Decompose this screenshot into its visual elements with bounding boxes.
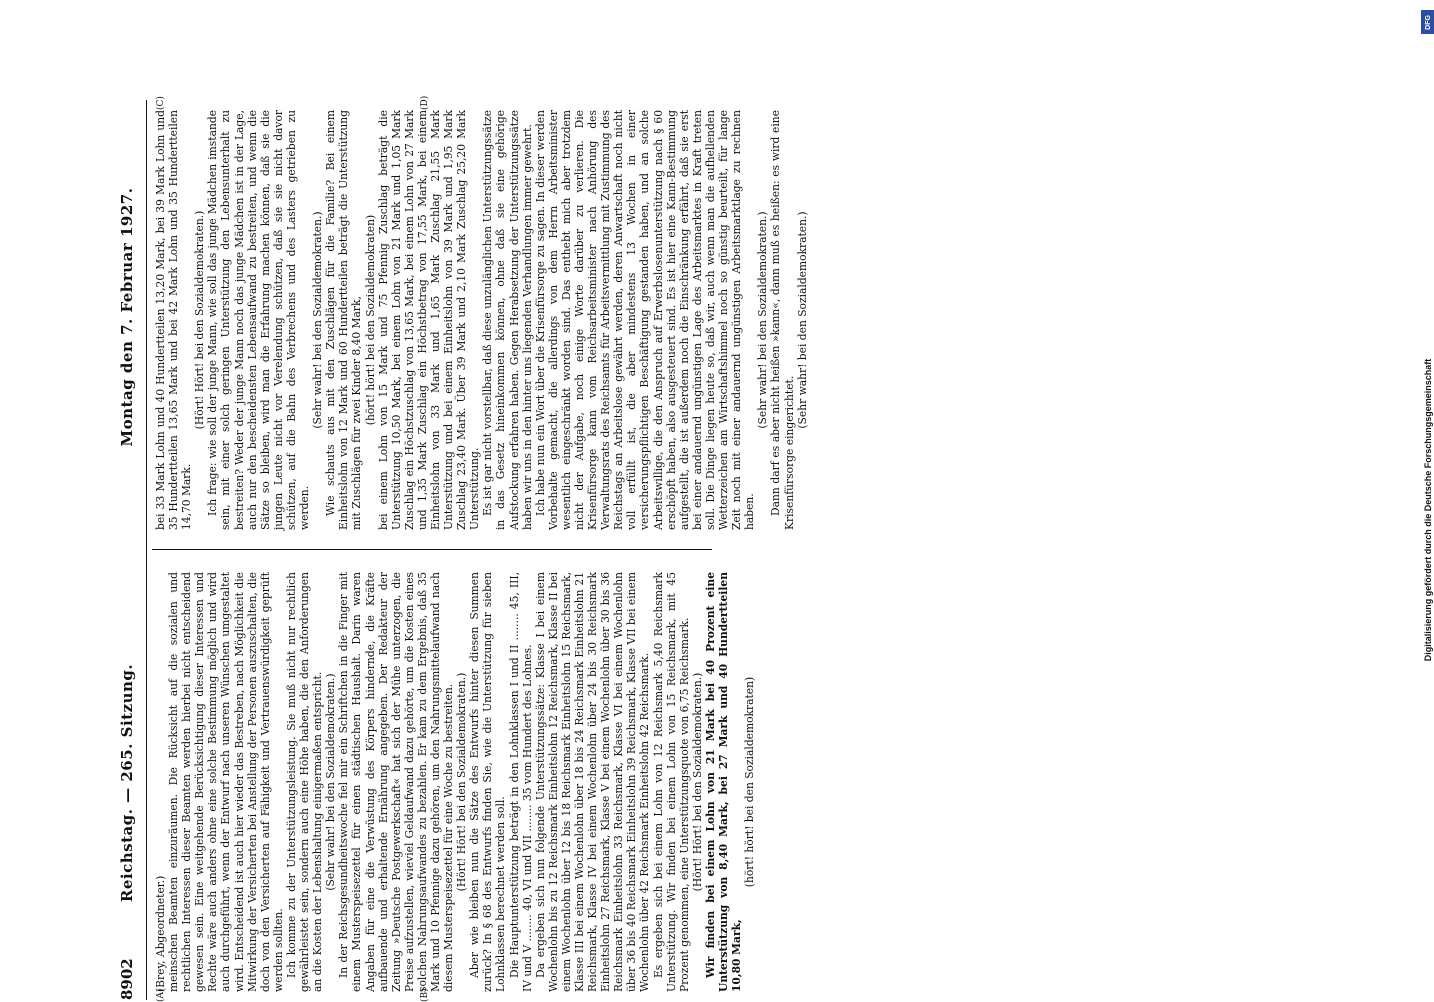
date-line: Montag den 7. Februar 1927. <box>118 187 136 447</box>
left-column-paragraph: (hört! hört! bei den Sozialdemokraten) <box>743 676 757 888</box>
margin-marker-d: (D) <box>420 95 430 110</box>
page-number: 8902 <box>118 958 136 1000</box>
column-divider <box>152 549 712 550</box>
left-column-paragraph: (Hört! Hört! bei den Sozialdemokraten.) <box>455 672 469 892</box>
left-column-paragraph: Die Hauptunterstützung beträgt in den Lohnklassen I und II ........ 45, III, IV und V ........ 40, VI und VII ........ 35 vom Hundert des Lohnes. <box>507 572 534 992</box>
left-text-column <box>154 572 756 992</box>
left-column-paragraph: Ich komme zu der Unterstützungsleistung. Sie muß nicht nur rechtlich gewährleistet sein, sondern auch eine Höhe haben, die den Anforderungen an die Kosten der Lebenshaltung einigermaßen entspricht. <box>284 572 325 992</box>
left-column-paragraph: (Sehr wahr! bei den Sozialdemokraten.) <box>324 673 338 891</box>
dfg-banner <box>1421 10 1434 990</box>
right-column-paragraph: (Hört! Hört! bei den Sozialdemokraten.) <box>193 210 207 430</box>
printed-page <box>112 95 1302 1002</box>
dfg-banner-text: Digitalisierung gefördert durch die Deutsche Forschungsgemeinschaft <box>1423 358 1433 662</box>
right-text-column <box>154 110 809 530</box>
right-column-paragraph: (Sehr wahr! bei den Sozialdemokraten.) <box>756 211 770 429</box>
right-column-paragraph: Es ist gar nicht vorstellbar, daß diese unzulänglichen Unterstützungssätze in das Gesetz hineinkommen können, ohne daß sie eine gehörige Aufstockung erfahren haben. Gegen Herabsetzung der Unterstützungssätze haben wir uns in den hinter uns liegenden Verhandlungen immer gewehrt. <box>481 110 534 530</box>
left-column-paragraph: In der Reichsgesundheitswoche fiel mir ein Schriftchen in die Finger mit einem Musterspeisezettel für einen städtischen Haushalt. Darin waren Angaben für eine die Verwüstung des Körpers hindernde, die Kräfte aufbauende und erhaltende Ernährung angegeben. Der Redakteur der Zeitung »Deutsche Postgewerkschaft« hat sich der Mühe unterzogen, die Preise aufzustellen, wieviel Geldaufwand dazu gehörte, um die Kosten eines solchen Nahrungsaufwandes zu bezahlen. Er kam zu dem Ergebnis, daß 35 Mark und 10 Pfennige dazu gehören, um den Nahrungsmittelaufwand nach diesem Musterspeisezettel für eine Woche zu bestreiten. <box>337 572 456 992</box>
right-column-paragraph: (Sehr wahr! bei den Sozialdemokraten.) <box>311 211 325 429</box>
left-column-paragraph: Da ergeben sich nun folgende Unterstützungssätze: Klasse I bei einem Wochenlohn bis zu 12 Reichsmark Einheitslohn 12 Reichsmark, Klasse II bei einem Wochenlohn über 12 bis 18 Reichsmark Einheitslohn 15 Reichsmark, Klasse III bei einem Wochenlohn über 18 bis 24 Reichsmark Einheitslohn 21 Reichsmark, Klasse IV bei einem Wochenlohn über 24 bis 30 Reichsmark Einheitslohn 27 Reichsmark, Klasse V bei einem Wochenlohn über 30 bis 36 Reichsmark Einheitslohn 33 Reichsmark, Klasse VI bei einem Wochenlohn über 36 bis 40 Reichsmark Einheitslohn 39 Reichsmark, Klasse VII bei einem Wochenlohn über 42 Reichsmark Einheitslohn 42 Reichsmark. <box>533 572 652 992</box>
margin-marker-c: (C) <box>156 96 166 110</box>
right-column-paragraph: bei einem Lohn von 15 Mark und 75 Pfennig Zuschlag beträgt die Unterstützung 10,50 Mark, bei einem Lohn von 21 Mark und 1,05 Mark Zuschlag ein Höchstzuschlag von 13,65 Mark, bei einem Lohn von 27 Mark und 1,35 Mark Zuschlag ein Höchstbetrag von 17,55 Mark, bei einem Einheitslohn von 33 Mark und 1,65 Mark Zuschlag 21,55 Mark Unterstützung und bei einem Einheitslohn von 39 Mark und 1,95 Mark Zuschlag 23,40 Mark. Über 39 Mark und 2,10 Mark Zuschlag 25,20 Mark Unterstützung. <box>376 110 482 530</box>
right-column-paragraph: bei 33 Mark Lohn und 40 Hundertteilen 13,20 Mark, bei 39 Mark Lohn und 35 Hundertteilen 13,65 Mark und bei 42 Mark Lohn und 35 Hundertteilen 14,70 Mark. <box>154 110 194 530</box>
right-column-paragraph: Wie schauts aus mit den Zuschlägen für die Familie? Bei einem Einheitslohn von 12 Mark und 60 Hundertteilen beträgt die Unterstützung mit Zuschlägen für zwei Kinder 8,40 Mark, <box>324 110 364 530</box>
left-column-paragraph: Wir finden bei einem Lohn von 21 Mark bei 40 Prozent eine Unterstützung von 8,40 Mark, bei 27 Mark und 40 Hundertteilen 10,80 Mark, <box>703 572 744 992</box>
dfg-logo: DFG <box>1421 10 1434 34</box>
margin-marker-a: (A) <box>156 988 166 1002</box>
left-column-paragraph: (Hört! Hört! bei den Sozialdemokraten.) <box>690 672 704 892</box>
right-column-paragraph: Ich frage: wie soll der junge Mann, wie soll das junge Mädchen imstande sein, mit einer solch geringen Unterstützung den Lebensunterhalt zu bestreiten? Weder der junge Mann noch das junge Mädchen ist in der Lage, auch nur den bescheidensten Lebensaufwand zu bestreiten, und wenn die Sätze so bleiben, wird man die Erfahrung machen können, daß sie die jungen Leute nicht vor Verelendung schützen, daß sie sie nicht davor schützen, auf die Bahn des Verbrechens und des Lasters getrieben zu werden. <box>206 110 312 530</box>
right-column-paragraph: (hört! hört! bei den Sozialdemokraten) <box>363 214 377 426</box>
right-column-paragraph: Dann darf es aber nicht heißen »kann«, dann muß es heißen: es wird eine Krisenfürsorge eingerichtet. <box>769 110 796 530</box>
left-column-paragraph: meinschen Beamten einzuräumen. Die Rücksicht auf die sozialen und rechtlichen Interessen dieser Beamten werden hierbei nicht entscheidend gewesen sein. Eine weitgehende Berücksichtigung dieser Interessen und Rechte wäre auch anders ohne eine solche Bestimmung möglich und wird auch durchgeführt, wenn der Entwurf nach unseren Wünschen umgestaltet wird. Entscheidend ist auch hier wieder das Bestreben, nach Möglichkeit die Mitwirkung der Versicherten bei Anstellung der Personen auszuschalten, die doch von den Versicherten auf Fähigkeit und Vertrauenswürdigkeit geprüft werden sollten. <box>167 572 285 992</box>
right-column-paragraph: Ich habe nun ein Wort über die Krisenfürsorge zu sagen. In dieser werden Vorbehalte gemacht, die allerdings von dem Herrn Arbeitsminister wesentlich eingeschränkt worden sind. Das enthebt mich aber trotzdem nicht der Aufgabe, noch einige Worte darüber zu verlieren. Die Krisenfürsorge kann vom Reichsarbeitsminister nach Anhörung des Verwaltungsrats des Reichsamts für Arbeitsvermittlung mit Zustimmung des Reichstags an Arbeitslose gewährt werden, deren Anwartschaft noch nicht voll erfüllt ist, die aber mindestens 13 Wochen in einer versicherungspflichtigen Beschäftigung gestanden haben, und an solche Arbeitswillige, die den Anspruch auf Erwerbslosenunterstützung nach § 60 erschöpft haben, also ausgesteuert sind. Es ist hier eine Kann-Bestimmung aufgestellt, die ist außerdem noch die Einschränkung erfährt, daß sie erst bei einer andauernd ungünstigen Lage des Arbeitsmarktes in Kraft treten soll. Die Dinge liegen heute so, daß wir, auch wenn man die aufhellenden Wetterzeichen am Wirtschaftshimmel noch so günstig beurteilt, für lange Zeit noch mit einer andauernd ungünstigen Arbeitsmarktlage zu rechnen haben. <box>533 110 757 530</box>
running-title: Reichstag. — 265. Sitzung. <box>118 663 136 903</box>
right-column-paragraph: (Sehr wahr! bei den Sozialdemokraten.) <box>795 211 809 429</box>
page-header <box>112 100 147 1000</box>
left-column-paragraph: Aber wie bleiben nun die Sätze des Entwurfs hinter diesen Summen zurück? In § 68 des Entwurfs finden Sie, wie die Unterstützung für sieben Lohnklassen berechnet werden soll. <box>468 572 508 992</box>
left-column-paragraph: Es ergeben sich bei einem Lohn von 12 Reichsmark 5,40 Reichsmark Unterstützung. Wir finden bei einem Lohn von 15 Reichsmark, mit 45 Prozent genommen, eine Unterstützungsquote von 6,75 Reichsmark. <box>651 572 691 992</box>
left-column-paragraph: (Brey, Abgeordneter.) <box>154 875 167 992</box>
margin-marker-b: (B) <box>420 988 430 1002</box>
